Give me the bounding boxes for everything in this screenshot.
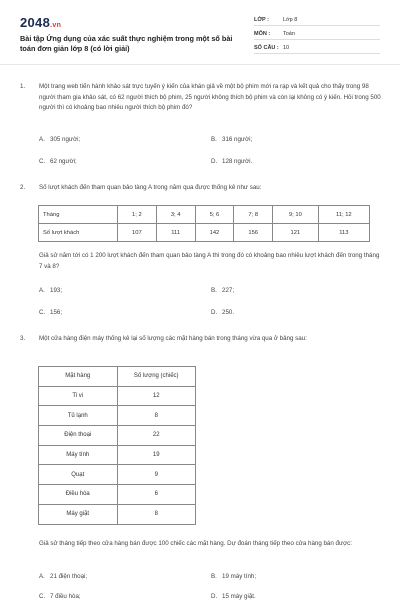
option-letter: B. (211, 287, 217, 294)
question-2 (20, 183, 382, 194)
logo-suffix: .vn (50, 22, 62, 29)
question-text: Giả sử năm tới có 1 200 lượt khách đến tham quan bảo tàng A thì trong đó có khoảng bao nhiêu lượt khách đến trong tháng 7 và 8? (39, 252, 380, 270)
table-cell: 6 (117, 485, 196, 505)
table-cell: 22 (117, 426, 196, 446)
table-cell: Điện thoại (39, 426, 118, 446)
logo-text: 2048 (20, 15, 51, 30)
q1-option-a[interactable] (39, 136, 80, 143)
table-cell: 9; 10 (273, 206, 319, 224)
table-cell: Ti vi (39, 386, 118, 406)
option-letter: A. (39, 287, 45, 294)
table-cell: 11; 12 (318, 206, 369, 224)
option-letter: B. (211, 573, 217, 580)
option-text: 227; (222, 287, 235, 294)
table-row (39, 465, 196, 485)
header-divider (0, 64, 400, 65)
option-letter: B. (211, 136, 217, 143)
table-cell: 1; 2 (118, 206, 157, 224)
table-header-cell: Tháng (39, 206, 118, 224)
option-text: 193; (50, 287, 63, 294)
document-title: Bài tập Ứng dụng của xác suất thực nghiệm trong một số bài toán đơn giản lớp 8 (có lời giải) (20, 34, 233, 53)
question-intro: Một cửa hàng điện máy thống kê lại số lượng các mặt hàng bán trong tháng vừa qua ở bảng sau: (39, 335, 307, 342)
option-text: 305 người; (50, 136, 81, 143)
q2-option-c[interactable] (39, 309, 62, 316)
q3-option-d[interactable] (211, 593, 256, 600)
q1-option-c[interactable] (39, 158, 77, 165)
table-cell: 8 (117, 504, 196, 524)
table-cell: 3; 4 (156, 206, 195, 224)
table-row (39, 426, 196, 446)
option-text: 15 máy giặt. (222, 593, 256, 600)
table-cell: Máy giặt (39, 504, 118, 524)
option-letter: A. (39, 136, 45, 143)
table-cell: Quạt (39, 465, 118, 485)
table-header-cell: Số lượt khách (39, 224, 118, 242)
subject-label: MÔN : (254, 31, 271, 37)
table-cell: 156 (234, 224, 273, 242)
page-header (0, 0, 400, 64)
table-row (39, 445, 196, 465)
question-text: Một trang web tiến hành khảo sát trực tuyến ý kiến của khán giả về một bộ phim mới ra rạp và kết quả cho thấy trong 98 người tham gia khảo sát, có 62 người thích bộ phim, 25 người không thích bộ phim và còn lại không có ý kiến. Hỏi trong 500 người thì có khoảng bao nhiêu người thích bộ phim đó? (39, 83, 381, 112)
table-cell: 19 (117, 445, 196, 465)
grade-value: Lớp 8 (283, 17, 298, 23)
option-text: 62 người; (50, 158, 77, 165)
table-cell: 12 (117, 386, 196, 406)
question-number: 3. (20, 335, 26, 342)
table-cell: 107 (118, 224, 157, 242)
option-text: 156; (50, 309, 63, 316)
sales-table (38, 366, 196, 525)
question-intro: Số lượt khách đến tham quan bảo tàng A trong năm qua được thống kê như sau: (39, 184, 262, 191)
table-row (39, 406, 196, 426)
table-cell: Tủ lạnh (39, 406, 118, 426)
table-cell: 7; 8 (234, 206, 273, 224)
table-cell: 9 (117, 465, 196, 485)
meta-divider (254, 53, 380, 54)
question-3-prompt (20, 539, 382, 550)
q2-option-a[interactable] (39, 287, 62, 294)
option-letter: D. (211, 158, 218, 165)
table-row (39, 386, 196, 406)
q2-option-d[interactable] (211, 309, 234, 316)
visitors-table (38, 205, 370, 242)
option-text: 316 người; (222, 136, 253, 143)
option-text: 19 máy tính; (222, 573, 257, 580)
question-text: Giả sử tháng tiếp theo cửa hàng bán được 100 chiếc các mặt hàng. Dự đoán tháng tiếp theo cửa hàng bán được: (39, 540, 352, 547)
q3-option-c[interactable] (39, 593, 81, 600)
meta-divider (254, 25, 380, 26)
subject-value: Toán (283, 31, 295, 37)
table-cell: 5; 6 (195, 206, 234, 224)
q2-option-b[interactable] (211, 287, 234, 294)
meta-divider (254, 39, 380, 40)
table-row (39, 206, 370, 224)
option-letter: D. (211, 593, 218, 600)
option-letter: C. (39, 593, 46, 600)
table-cell: 8 (117, 406, 196, 426)
count-value: 10 (283, 45, 290, 51)
q1-option-d[interactable] (211, 158, 252, 165)
table-cell: 121 (273, 224, 319, 242)
table-row (39, 504, 196, 524)
table-header-cell: Mặt hàng (39, 367, 118, 387)
question-number: 2. (20, 184, 26, 191)
table-header-cell: Số lượng (chiếc) (117, 367, 196, 387)
grade-label: LỚP : (254, 17, 269, 23)
table-row (39, 367, 196, 387)
table-cell: Máy tính (39, 445, 118, 465)
option-text: 128 người. (222, 158, 253, 165)
q3-option-a[interactable] (39, 573, 87, 580)
table-cell: 142 (195, 224, 234, 242)
option-letter: C. (39, 309, 46, 316)
question-2-prompt (20, 251, 382, 272)
option-text: 250. (222, 309, 235, 316)
q3-option-b[interactable] (211, 573, 256, 580)
q1-option-b[interactable] (211, 136, 252, 143)
option-letter: C. (39, 158, 46, 165)
question-3 (20, 334, 382, 345)
option-text: 21 điện thoại; (50, 573, 88, 580)
count-label: SỐ CÂU : (254, 45, 279, 51)
option-letter: D. (211, 309, 218, 316)
table-cell: 113 (318, 224, 369, 242)
question-number: 1. (20, 83, 26, 90)
table-row (39, 485, 196, 505)
table-cell: 111 (156, 224, 195, 242)
site-logo[interactable] (20, 15, 61, 30)
option-text: 7 điều hòa; (50, 593, 81, 600)
table-row (39, 224, 370, 242)
table-cell: Điều hòa (39, 485, 118, 505)
option-letter: A. (39, 573, 45, 580)
question-1 (20, 82, 382, 114)
